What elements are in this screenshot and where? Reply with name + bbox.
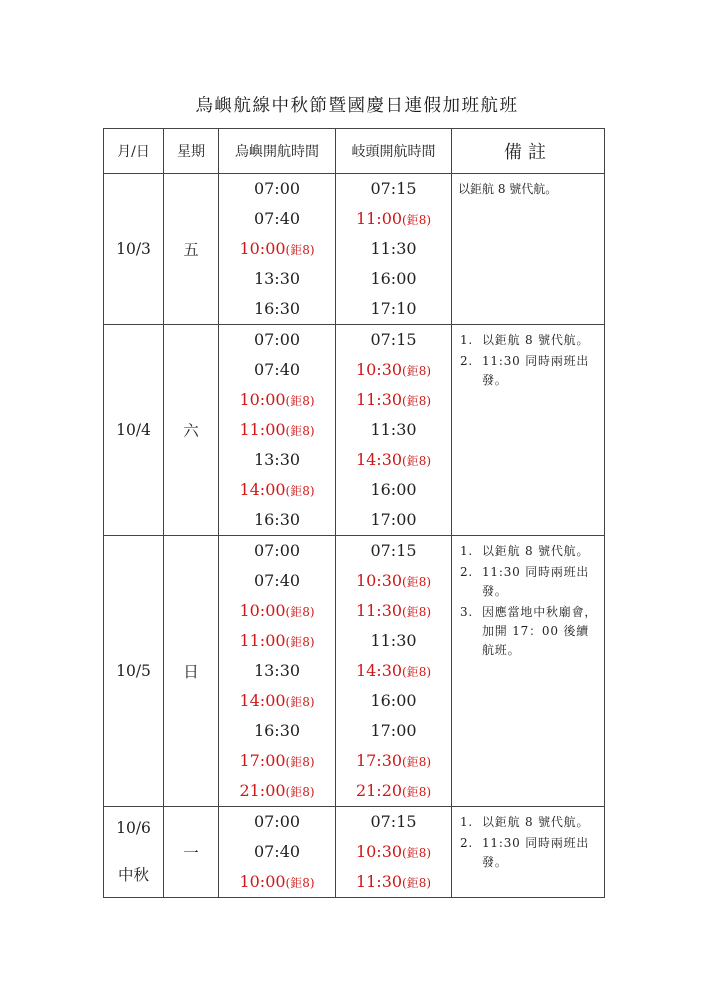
qitou-departure bbox=[336, 536, 451, 566]
remark-text: 11:30 同時兩班出發。 bbox=[482, 565, 590, 598]
remark-text: 以鉅航 8 號代航。 bbox=[482, 544, 590, 558]
wuyu-departure bbox=[219, 505, 335, 535]
qitou-departure bbox=[336, 264, 451, 294]
wuyu-departure bbox=[219, 234, 335, 264]
qitou-departure bbox=[336, 234, 451, 264]
wuyu-departure bbox=[219, 325, 335, 355]
wuyu-departure bbox=[219, 656, 335, 686]
wuyu-departure bbox=[219, 566, 335, 596]
departure-time: 14:30 bbox=[355, 661, 403, 680]
wuyu-departure bbox=[219, 536, 335, 566]
departure-time: 11:00 bbox=[239, 420, 286, 439]
wuyu-departure bbox=[219, 294, 335, 324]
departure-time: 17:00 bbox=[239, 751, 286, 770]
qitou-departure bbox=[336, 807, 451, 837]
qitou-departure bbox=[336, 355, 451, 385]
vessel-note: (鉅8) bbox=[402, 785, 432, 799]
departure-time: 10:00 bbox=[239, 601, 286, 620]
qitou-departure bbox=[336, 475, 451, 505]
vessel-note: (鉅8) bbox=[402, 876, 432, 890]
wuyu-departure bbox=[219, 776, 335, 806]
qitou-departure bbox=[336, 325, 451, 355]
vessel-note: (鉅8) bbox=[285, 755, 315, 769]
remark-item bbox=[460, 542, 600, 561]
vessel-note: (鉅8) bbox=[285, 695, 315, 709]
departure-time: 07:15 bbox=[370, 541, 417, 560]
remark-number: 1. bbox=[460, 815, 474, 829]
header-row bbox=[104, 129, 605, 174]
qitou-times-cell bbox=[336, 807, 452, 898]
remarks-cell bbox=[452, 325, 605, 536]
qitou-departure bbox=[336, 174, 451, 204]
wuyu-departure bbox=[219, 596, 335, 626]
departure-time: 07:00 bbox=[253, 330, 301, 349]
departure-time: 16:00 bbox=[370, 691, 417, 710]
departure-time: 11:30 bbox=[370, 631, 417, 650]
remark-number: 1. bbox=[460, 333, 474, 347]
qitou-departure bbox=[336, 566, 451, 596]
departure-time: 07:40 bbox=[253, 571, 301, 590]
qitou-departure bbox=[336, 686, 451, 716]
schedule-row bbox=[104, 807, 605, 898]
departure-time: 14:00 bbox=[239, 691, 286, 710]
vessel-note: (鉅8) bbox=[285, 484, 315, 498]
departure-time: 11:00 bbox=[355, 209, 403, 228]
wuyu-times-cell bbox=[219, 536, 336, 807]
remarks-list bbox=[452, 325, 604, 390]
departure-time: 17:00 bbox=[370, 721, 417, 740]
qitou-departure bbox=[336, 746, 451, 776]
departure-time: 07:40 bbox=[253, 842, 301, 861]
departure-time: 10:00 bbox=[239, 390, 286, 409]
departure-time: 11:30 bbox=[370, 420, 417, 439]
qitou-departure bbox=[336, 415, 451, 445]
vessel-note: (鉅8) bbox=[402, 575, 432, 589]
departure-time: 10:30 bbox=[355, 571, 403, 590]
departure-time: 14:00 bbox=[239, 480, 286, 499]
remark-number: 2. bbox=[460, 565, 474, 579]
departure-time: 16:00 bbox=[370, 480, 417, 499]
wuyu-departure bbox=[219, 807, 335, 837]
qitou-times-cell bbox=[336, 174, 452, 325]
remarks-cell bbox=[452, 807, 605, 898]
date-label: 10/5 bbox=[116, 662, 151, 680]
departure-time: 07:40 bbox=[253, 360, 301, 379]
wuyu-departure bbox=[219, 174, 335, 204]
header-qitou-departure: 岐頭開航時間 bbox=[336, 129, 452, 174]
remarks-list bbox=[452, 807, 604, 872]
wuyu-times-cell bbox=[219, 174, 336, 325]
vessel-note: (鉅8) bbox=[285, 424, 315, 438]
header-date: 月/日 bbox=[104, 129, 164, 174]
wuyu-departure bbox=[219, 626, 335, 656]
wuyu-departure bbox=[219, 385, 335, 415]
wuyu-departure bbox=[219, 746, 335, 776]
qitou-departure bbox=[336, 776, 451, 806]
vessel-note: (鉅8) bbox=[402, 665, 432, 679]
qitou-departure bbox=[336, 656, 451, 686]
qitou-departure bbox=[336, 716, 451, 746]
remark-item bbox=[460, 331, 600, 350]
remark-number: 1. bbox=[460, 544, 474, 558]
document-title: 烏嶼航線中秋節暨國慶日連假加班航班 bbox=[195, 96, 519, 116]
departure-time: 16:30 bbox=[253, 721, 301, 740]
wuyu-departure bbox=[219, 867, 335, 897]
departure-time: 10:30 bbox=[355, 842, 403, 861]
departure-time: 07:00 bbox=[253, 541, 301, 560]
wuyu-departure bbox=[219, 686, 335, 716]
wuyu-departure bbox=[219, 204, 335, 234]
vessel-note: (鉅8) bbox=[285, 785, 315, 799]
departure-time: 16:00 bbox=[370, 269, 417, 288]
remark-text: 11:30 同時兩班出發。 bbox=[482, 354, 590, 387]
departure-time: 21:00 bbox=[239, 781, 286, 800]
departure-time: 17:10 bbox=[370, 299, 417, 318]
remark-text: 以鉅航 8 號代航。 bbox=[482, 815, 590, 829]
qitou-departure bbox=[336, 204, 451, 234]
header-weekday: 星期 bbox=[164, 129, 219, 174]
vessel-note: (鉅8) bbox=[402, 364, 432, 378]
departure-time: 16:30 bbox=[253, 299, 301, 318]
remark-item bbox=[460, 813, 600, 832]
weekday-cell: 五 bbox=[164, 174, 219, 325]
qitou-departure bbox=[336, 294, 451, 324]
remark-item bbox=[460, 352, 600, 390]
departure-time: 11:30 bbox=[355, 601, 403, 620]
date-cell bbox=[104, 536, 164, 807]
departure-time: 13:30 bbox=[253, 269, 301, 288]
wuyu-times-cell bbox=[219, 807, 336, 898]
remark-text: 因應當地中秋廟會，加開 17：00 後續航班。 bbox=[482, 605, 598, 657]
qitou-times-cell bbox=[336, 536, 452, 807]
qitou-departure bbox=[336, 505, 451, 535]
date-cell bbox=[104, 807, 164, 898]
vessel-note: (鉅8) bbox=[402, 394, 432, 408]
qitou-departure bbox=[336, 445, 451, 475]
remark-text: 11:30 同時兩班出發。 bbox=[482, 836, 590, 869]
departure-time: 11:30 bbox=[355, 872, 403, 891]
departure-time: 14:30 bbox=[355, 450, 403, 469]
qitou-departure bbox=[336, 867, 451, 897]
vessel-note: (鉅8) bbox=[402, 755, 432, 769]
wuyu-departure bbox=[219, 445, 335, 475]
remark-item bbox=[460, 834, 600, 872]
departure-time: 13:30 bbox=[253, 661, 301, 680]
departure-time: 17:30 bbox=[355, 751, 403, 770]
wuyu-times-cell bbox=[219, 325, 336, 536]
departure-time: 07:15 bbox=[370, 179, 417, 198]
remark-item bbox=[460, 603, 600, 660]
header-wuyu-departure: 烏嶼開航時間 bbox=[219, 129, 336, 174]
qitou-departure bbox=[336, 626, 451, 656]
vessel-note: (鉅8) bbox=[402, 213, 432, 227]
vessel-note: (鉅8) bbox=[285, 605, 315, 619]
vessel-note: (鉅8) bbox=[285, 243, 315, 257]
remark-text: 以鉅航 8 號代航。 bbox=[482, 333, 590, 347]
departure-time: 11:30 bbox=[370, 239, 417, 258]
departure-time: 16:30 bbox=[253, 510, 301, 529]
date-label: 10/3 bbox=[116, 240, 151, 258]
departure-time: 07:00 bbox=[253, 179, 301, 198]
departure-time: 10:00 bbox=[239, 239, 286, 258]
departure-time: 07:40 bbox=[253, 209, 301, 228]
weekday-cell: 一 bbox=[164, 807, 219, 898]
vessel-note: (鉅8) bbox=[285, 635, 315, 649]
wuyu-departure bbox=[219, 415, 335, 445]
departure-time: 10:30 bbox=[355, 360, 403, 379]
departure-time: 07:15 bbox=[370, 330, 417, 349]
schedule-row bbox=[104, 536, 605, 807]
departure-time: 11:00 bbox=[239, 631, 286, 650]
vessel-note: (鉅8) bbox=[402, 454, 432, 468]
wuyu-departure bbox=[219, 355, 335, 385]
remarks-cell bbox=[452, 174, 605, 325]
qitou-departure bbox=[336, 385, 451, 415]
weekday-cell: 日 bbox=[164, 536, 219, 807]
date-label: 10/6 bbox=[116, 819, 151, 837]
vessel-note: (鉅8) bbox=[402, 846, 432, 860]
wuyu-departure bbox=[219, 837, 335, 867]
departure-time: 11:30 bbox=[355, 390, 403, 409]
wuyu-departure bbox=[219, 475, 335, 505]
departure-time: 13:30 bbox=[253, 450, 301, 469]
date-spacer bbox=[104, 837, 163, 863]
header-remarks: 備註 bbox=[452, 129, 605, 174]
remarks-cell bbox=[452, 536, 605, 807]
ferry-schedule-table bbox=[103, 128, 605, 898]
vessel-note: (鉅8) bbox=[285, 394, 315, 408]
remark-item bbox=[460, 563, 600, 601]
qitou-times-cell bbox=[336, 325, 452, 536]
wuyu-departure bbox=[219, 264, 335, 294]
remark-text: 以鉅航 8 號代航。 bbox=[458, 182, 558, 196]
date-label: 10/4 bbox=[116, 421, 151, 439]
qitou-departure bbox=[336, 837, 451, 867]
vessel-note: (鉅8) bbox=[402, 605, 432, 619]
vessel-note: (鉅8) bbox=[285, 876, 315, 890]
date-cell bbox=[104, 325, 164, 536]
departure-time: 10:00 bbox=[239, 872, 286, 891]
departure-time: 07:00 bbox=[253, 812, 301, 831]
remark-number: 2. bbox=[460, 836, 474, 850]
remarks-list bbox=[452, 536, 604, 660]
date-note: 中秋 bbox=[117, 866, 149, 884]
departure-time: 21:20 bbox=[355, 781, 403, 800]
departure-time: 07:15 bbox=[370, 812, 417, 831]
schedule-row bbox=[104, 174, 605, 325]
departure-time: 17:00 bbox=[370, 510, 417, 529]
wuyu-departure bbox=[219, 716, 335, 746]
qitou-departure bbox=[336, 596, 451, 626]
remark-number: 3. bbox=[460, 605, 474, 619]
remark-number: 2. bbox=[460, 354, 474, 368]
weekday-cell: 六 bbox=[164, 325, 219, 536]
schedule-row bbox=[104, 325, 605, 536]
date-cell bbox=[104, 174, 164, 325]
